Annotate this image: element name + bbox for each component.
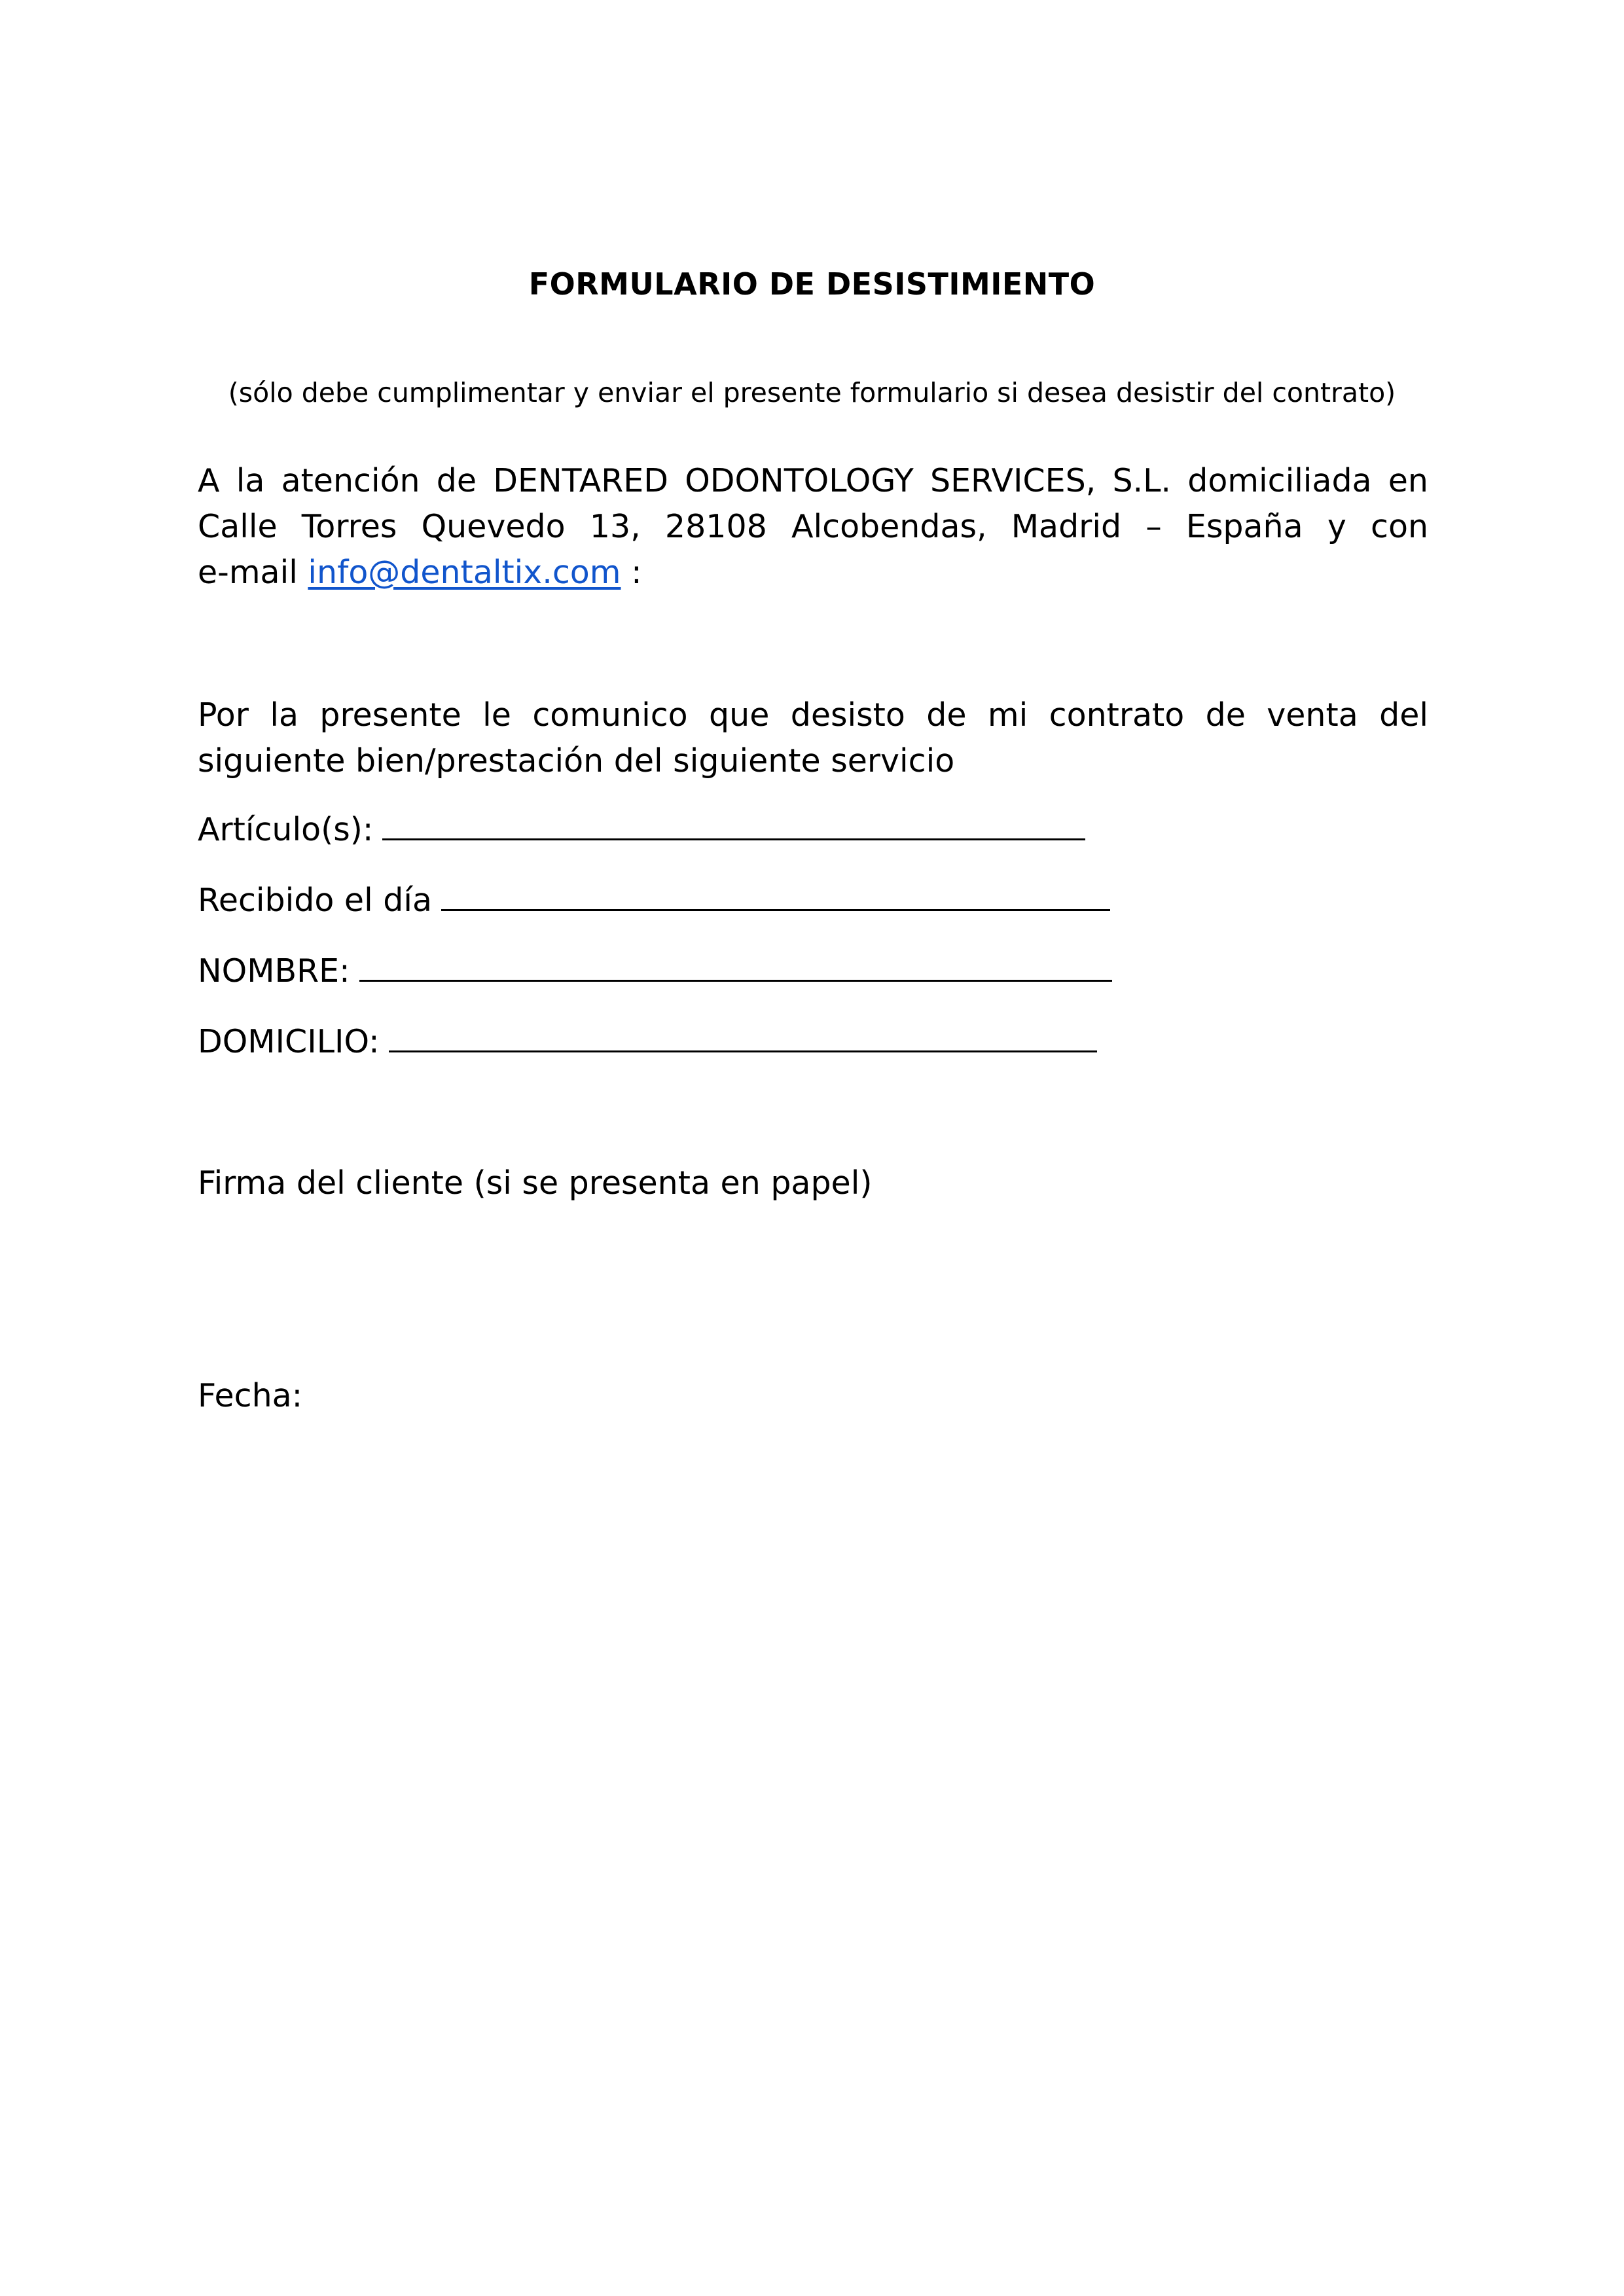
nombre-blank-line[interactable]	[359, 948, 1112, 982]
statement-line-1: Por la presente le comunico que desisto de mi contrato de venta del	[198, 696, 1428, 734]
recibido-label: Recibido el día	[198, 882, 433, 919]
addressee-line-1: A la atención de DENTARED ODONTOLOGY SERVICES, S.L. domiciliada en	[198, 462, 1428, 499]
recibido-blank-line[interactable]	[441, 878, 1110, 911]
document-title: FORMULARIO DE DESISTIMIENTO	[528, 266, 1096, 302]
domicilio-blank-line[interactable]	[389, 1019, 1097, 1052]
nombre-label: NOMBRE:	[198, 952, 350, 990]
domicilio-field	[198, 1019, 1097, 1065]
addressee-line-3	[198, 550, 1428, 596]
email-prefix: e-mail	[198, 554, 298, 591]
fecha-label: Fecha:	[198, 1377, 303, 1414]
nombre-field	[198, 948, 1112, 994]
recibido-field	[198, 878, 1110, 924]
domicilio-label: DOMICILIO:	[198, 1023, 380, 1060]
document-subtitle: (sólo debe cumplimentar y enviar el presente formulario si desea desistir del contrato)	[228, 377, 1396, 408]
statement-line-2: siguiente bien/prestación del siguiente servicio	[198, 742, 955, 780]
addressee-line-2: Calle Torres Quevedo 13, 28108 Alcobendas, Madrid – España y con	[198, 508, 1428, 545]
articulos-label: Artículo(s):	[198, 811, 374, 848]
articulos-field	[198, 807, 1085, 853]
statement-paragraph	[198, 692, 1428, 784]
signature-label: Firma del cliente (si se presenta en papel)	[198, 1164, 873, 1202]
articulos-blank-line[interactable]	[382, 807, 1085, 840]
email-link[interactable]: info@dentaltix.com	[308, 554, 621, 591]
email-suffix: :	[631, 554, 642, 591]
addressee-paragraph	[198, 458, 1428, 596]
